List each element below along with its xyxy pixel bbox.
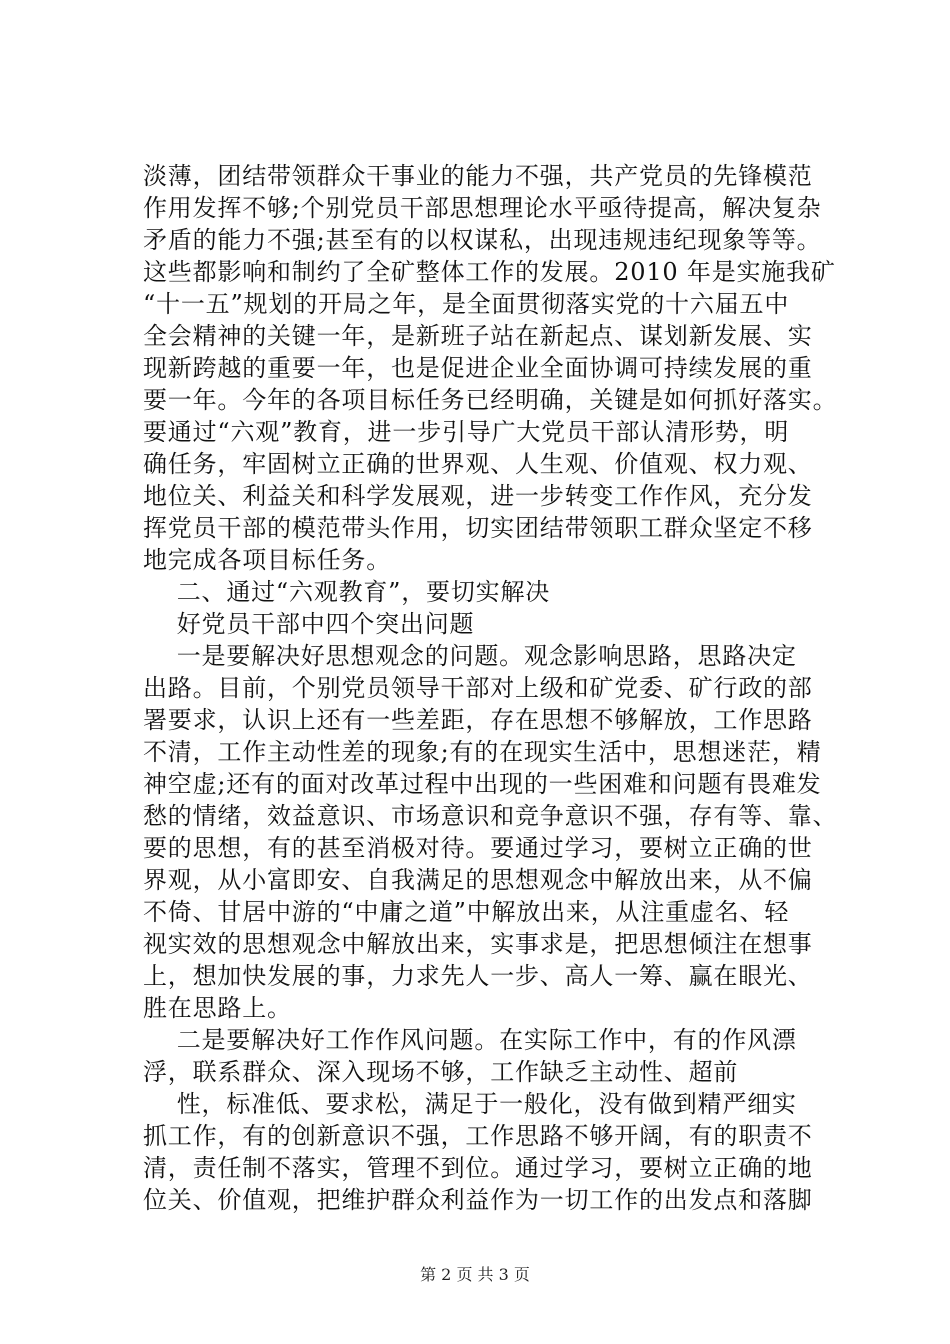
text-line: 二、通过“六观教育”，要切实解决 xyxy=(143,578,551,606)
text-line: 清，责任制不落实，管理不到位。通过学习，要树立正确的地 xyxy=(143,1154,813,1182)
text-line: 视实效的思想观念中解放出来，实事求是，把思想倾注在想事 xyxy=(143,930,813,958)
text-line: 矛盾的能力不强;甚至有的以权谋私，出现违规违纪现象等等。 xyxy=(143,226,822,254)
text-line: 这些都影响和制约了全矿整体工作的发展。2010 年是实施我矿 xyxy=(143,258,836,286)
text-line: 要通过“六观”教育，进一步引导广大党员干部认清形势，明 xyxy=(143,418,790,446)
text-line: 全会精神的关键一年，是新班子站在新起点、谋划新发展、实 xyxy=(143,322,813,350)
text-line: 不倚、甘居中游的“中庸之道”中解放出来，从注重虚名、轻 xyxy=(143,898,790,926)
text-line: 二是要解决好工作作风问题。在实际工作中，有的作风漂 xyxy=(143,1026,797,1054)
text-line: 出路。目前，个别党员领导干部对上级和矿党委、矿行政的部 xyxy=(143,674,813,702)
text-line: 地位关、利益关和科学发展观，进一步转变工作作风，充分发 xyxy=(143,482,813,510)
text-line: 不清，工作主动性差的现象;有的在现实生活中，思想迷茫，精 xyxy=(143,738,822,766)
text-line: 现新跨越的重要一年，也是促进企业全面协调可持续发展的重 xyxy=(143,354,813,382)
text-line: 好党员干部中四个突出问题 xyxy=(143,610,475,638)
text-line: 淡薄，团结带领群众干事业的能力不强，共产党员的先锋模范 xyxy=(143,162,813,190)
page-footer: 第 2 页 共 3 页 xyxy=(420,1265,530,1284)
text-line: 作用发挥不够;个别党员干部思想理论水平亟待提高，解决复杂 xyxy=(143,194,822,222)
text-line: 界观，从小富即安、自我满足的思想观念中解放出来，从不偏 xyxy=(143,866,813,894)
text-line: 要一年。今年的各项目标任务已经明确，关键是如何抓好落实。 xyxy=(143,386,838,414)
text-line: 神空虚;还有的面对改革过程中出现的一些困难和问题有畏难发 xyxy=(143,770,822,798)
text-line: 浮，联系群众、深入现场不够，工作缺乏主动性、超前 xyxy=(143,1058,739,1086)
text-line: 位关、价值观，把维护群众利益作为一切工作的出发点和落脚 xyxy=(143,1186,813,1214)
text-line: 愁的情绪，效益意识、市场意识和竞争意识不强，存有等、靠、 xyxy=(143,802,838,830)
text-line: 确任务，牢固树立正确的世界观、人生观、价值观、权力观、 xyxy=(143,450,813,478)
text-line: 地完成各项目标任务。 xyxy=(143,546,391,574)
text-line: “十一五”规划的开局之年，是全面贯彻落实党的十六届五中 xyxy=(143,290,790,318)
text-line: 性，标准低、要求松，满足于一般化，没有做到精严细实 xyxy=(143,1090,797,1118)
text-line: 胜在思路上。 xyxy=(143,994,292,1022)
text-line: 抓工作，有的创新意识不强，工作思路不够开阔，有的职责不 xyxy=(143,1122,813,1150)
text-line: 挥党员干部的模范带头作用，切实团结带领职工群众坚定不移 xyxy=(143,514,813,542)
text-line: 署要求，认识上还有一些差距，存在思想不够解放，工作思路 xyxy=(143,706,813,734)
text-line: 一是要解决好思想观念的问题。观念影响思路，思路决定 xyxy=(143,642,797,670)
text-line: 上，想加快发展的事，力求先人一步、高人一筹、赢在眼光、 xyxy=(143,962,813,990)
body-text xyxy=(143,160,843,1216)
text-line: 要的思想，有的甚至消极对待。要通过学习，要树立正确的世 xyxy=(143,834,813,862)
